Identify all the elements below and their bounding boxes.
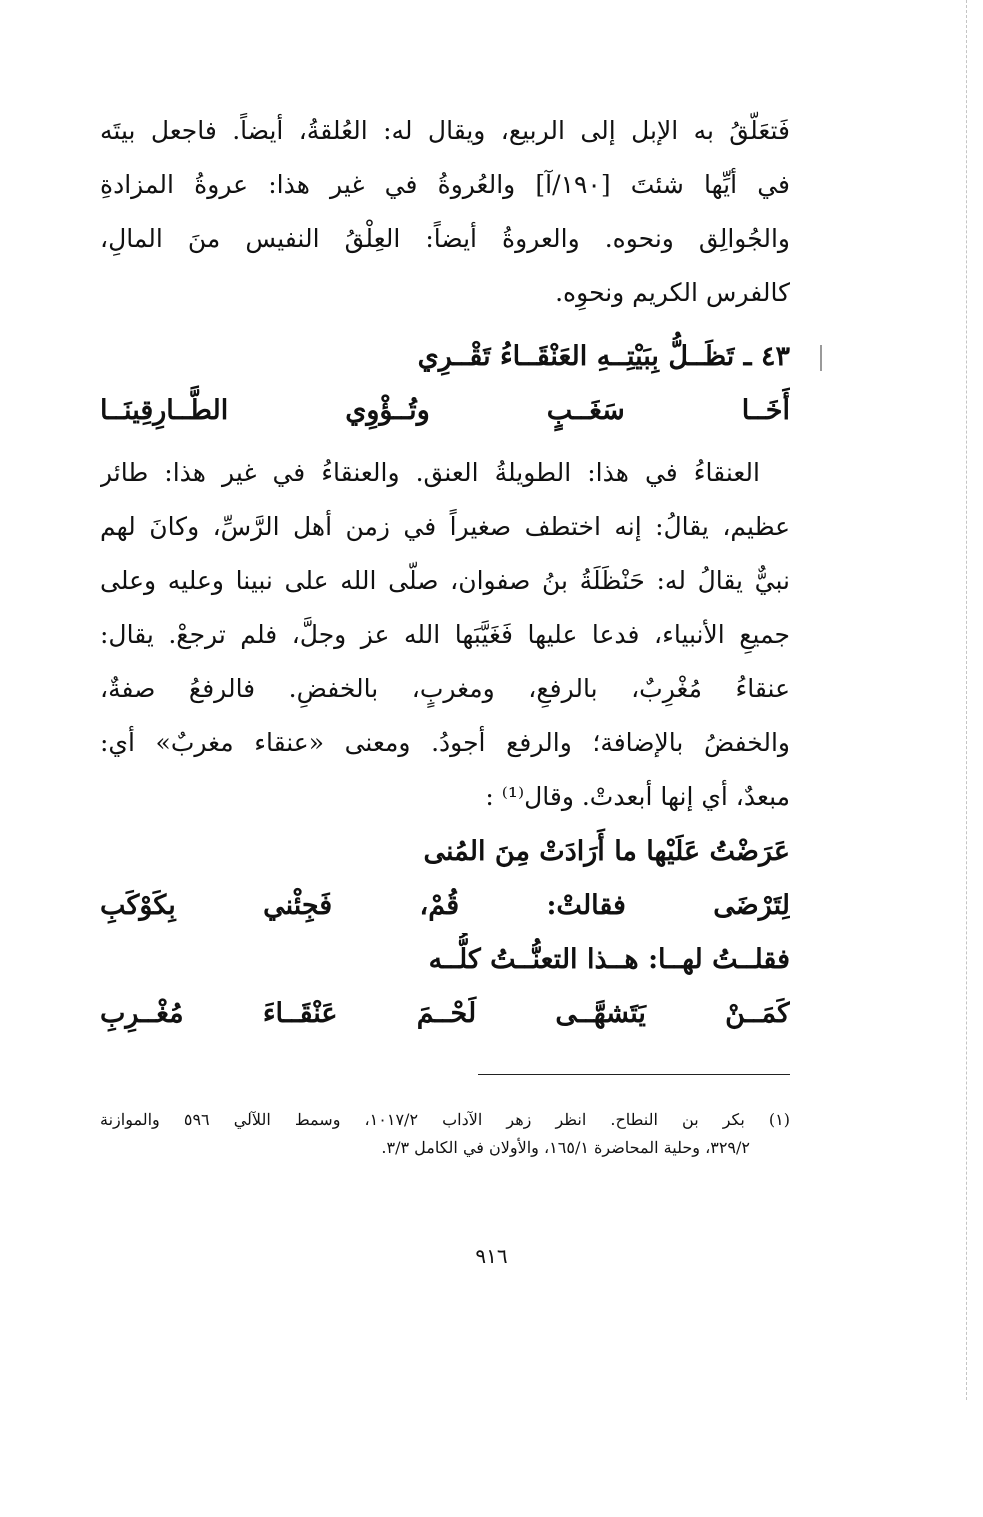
verse-line: ٤٣ ـ تَظَــلُّ بِبَيْتِــهِ العَنْقَــاءُ تَقْــرِي [417, 341, 790, 372]
page-edge-line [966, 0, 967, 1400]
text-line: في أيِّها شئتَ [١٩٠/آ] والعُروةُ في غير هذا: عروةُ المزادةِ [100, 170, 790, 199]
text-line: نبيٌّ يقالُ له: حَنْظَلَةُ بنُ صفوان، صلّى الله على نبينا وعليه وعلى [100, 566, 790, 595]
text-line: جميعِ الأنبياء، فدعا عليها فَغَيَّبَها الله عز وجلَّ، فلم ترجعْ. يقال: [100, 620, 790, 649]
text-line: والخفضُ بالإضافة؛ والرفع أجودُ. ومعنى «عنقاء مغربٌ» أي: [100, 728, 790, 757]
verse-line: لِتَرْضَى فقالتْ: قُمْ، فَجِئْني بِكَوْكَبِ [100, 890, 790, 921]
text-line: فَتعَلّقُ به الإبل إلى الربيع، ويقال له: العُلقةُ، أيضاً. فاجعل بيتَه [100, 116, 790, 145]
verse-quote [100, 825, 790, 1041]
footnote-separator [478, 1074, 790, 1075]
paragraph-2 [100, 446, 790, 824]
footnote-line: ٣٢٩/٢، وحلية المحاضرة ١٦٥/١، والأولان في الكامل ٣/٣. [381, 1138, 750, 1157]
page-number: ٩١٦ [475, 1244, 508, 1268]
verse-line: فقلــتُ لهــا: هــذا التعنُّــتُ كلُّــه [428, 944, 790, 975]
text-line: عظيم، يقالُ: إنه اختطف صغيراً في زمن أهل الرَّسِّ، وكانَ لهم [100, 512, 790, 541]
footnote [100, 1106, 790, 1162]
footnote-line: (١) بكر بن النطاح. انظر زهر الآداب ١٠١٧/٢، وسمط اللآلي ٥٩٦ والموازنة [100, 1110, 790, 1129]
verse-line: أَخَــا سَغَــبٍ وتُــؤْوِي الطَّــارِقِينَــا [100, 395, 790, 426]
text-line: عنقاءُ مُغْرِبٌ، بالرفعِ، ومغربٍ، بالخفضِ. فالرفعُ صفةٌ، [100, 674, 790, 703]
text-line: والجُوالِق ونحوه. والعروةُ أيضاً: العِلْقُ النفيس منَ المالِ، [100, 224, 790, 253]
verse-line: عَرَضْتُ عَلَيْها ما أَرَادَتْ مِنَ المُنى [423, 836, 790, 867]
margin-mark [820, 345, 822, 371]
text-line: كالفرس الكريم ونحوِه. [555, 278, 790, 307]
text-line: العنقاءُ في هذا: الطويلةُ العنق. والعنقاءُ في غير هذا: طائر [100, 458, 760, 487]
paragraph-1 [100, 104, 790, 320]
verse-line: كَمَــنْ يَتَشهَّــى لَحْــمَ عَنْقَــاءَ مُغْــرِبِ [100, 998, 790, 1029]
verse-43 [100, 330, 790, 438]
text-line: مبعدٌ، أي إنها أبعدتْ. وقال⁽¹⁾ : [485, 782, 790, 811]
